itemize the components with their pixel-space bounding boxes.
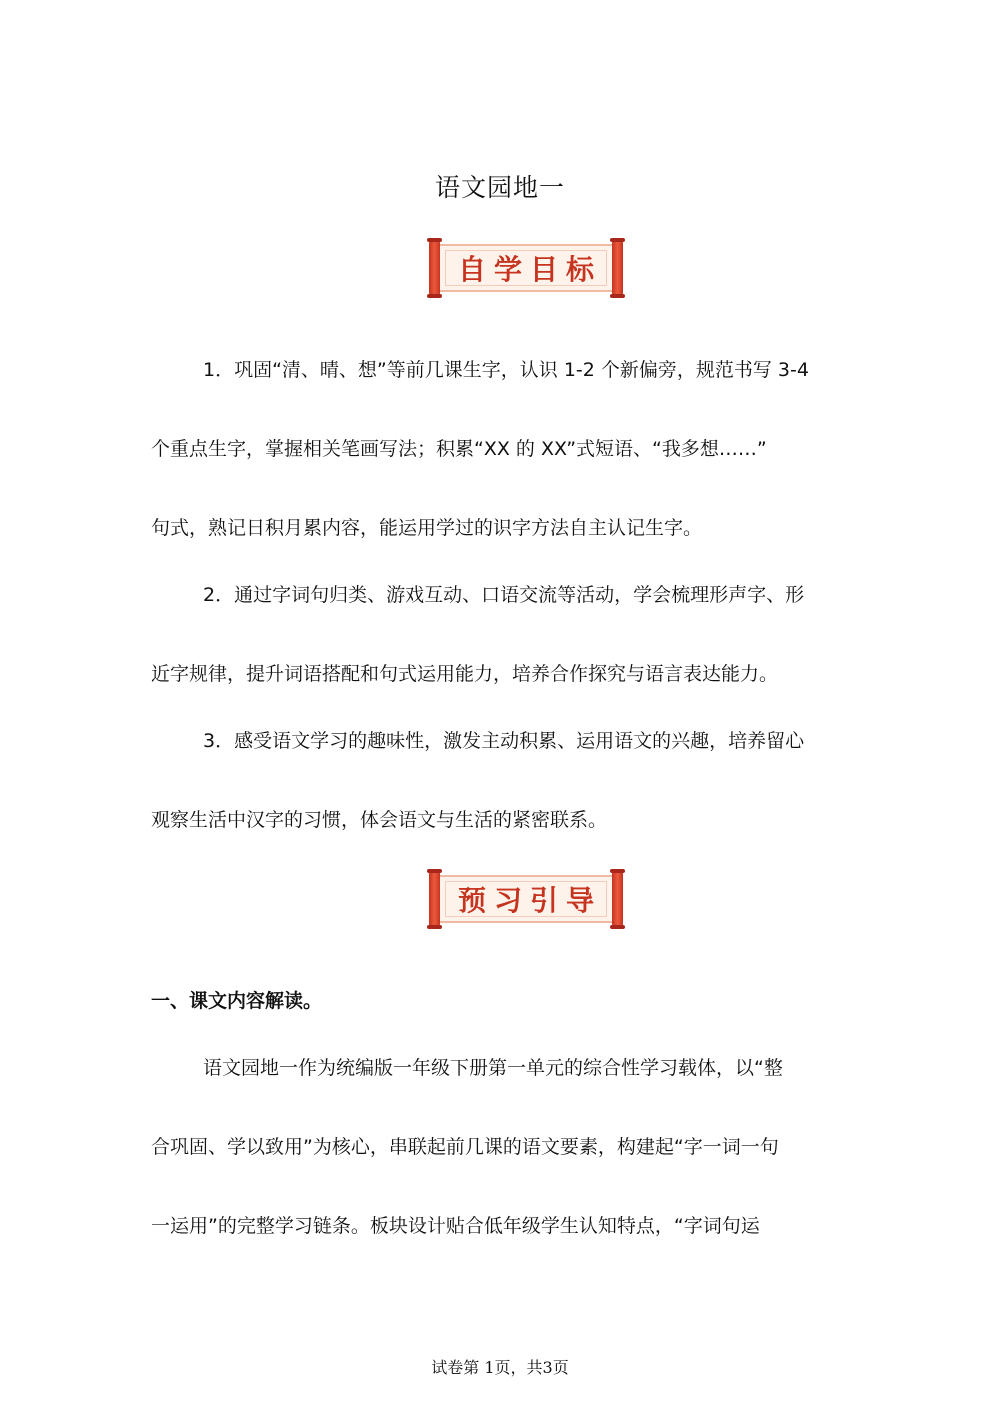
goal-2-line-2: 近字规律，提升词语搭配和句式运用能力，培养合作探究与语言表达能力。 [151, 663, 779, 685]
page-footer: 试卷第 1页，共3页 [431, 1358, 569, 1377]
goal-paragraph-2 [151, 556, 851, 714]
goals-banner [429, 240, 623, 296]
preview-banner [429, 871, 623, 927]
goals-banner-label: 自学目标 [457, 253, 602, 286]
scroll-rod-right [612, 240, 623, 296]
goal-2-line-1: 2．通过字词句归类、游戏互动、口语交流等活动，学会梳理形声字、形 [203, 584, 805, 606]
scroll-rod-left [429, 871, 440, 927]
section-one-paragraph [151, 1029, 851, 1266]
section-one-heading: 一、课文内容解读。 [151, 990, 323, 1012]
section-one-line-2: 合巩固、学以致用”为核心，串联起前几课的语文要素，构建起“字一词一句 [151, 1136, 779, 1158]
preview-banner-label: 预习引导 [457, 884, 602, 917]
goal-1-line-3: 句式，熟记日积月累内容，能运用学过的识字方法自主认记生字。 [151, 517, 703, 539]
goal-3-line-1: 3．感受语文学习的趣味性，激发主动积累、运用语文的兴趣，培养留心 [203, 730, 805, 752]
goal-paragraph-3 [151, 702, 851, 860]
goal-1-line-2: 个重点生字，掌握相关笔画写法；积累“XX 的 XX”式短语、“我多想……” [151, 438, 767, 460]
scroll-paper [440, 875, 612, 923]
goal-1-line-1: 1．巩固“清、晴、想”等前几课生字，认识 1-2 个新偏旁，规范书写 3-4 [203, 359, 809, 381]
section-one-line-3: 一运用”的完整学习链条。板块设计贴合低年级学生认知特点，“字词句运 [151, 1215, 760, 1237]
scroll-rod-left [429, 240, 440, 296]
page-title: 语文园地一 [434, 173, 565, 202]
scroll-paper [440, 244, 612, 292]
scroll-rod-right [612, 871, 623, 927]
section-one-line-1: 语文园地一作为统编版一年级下册第一单元的综合性学习载体，以“整 [203, 1057, 783, 1079]
goal-3-line-2: 观察生活中汉字的习惯，体会语文与生活的紧密联系。 [151, 809, 608, 831]
goal-paragraph-1 [151, 331, 851, 568]
